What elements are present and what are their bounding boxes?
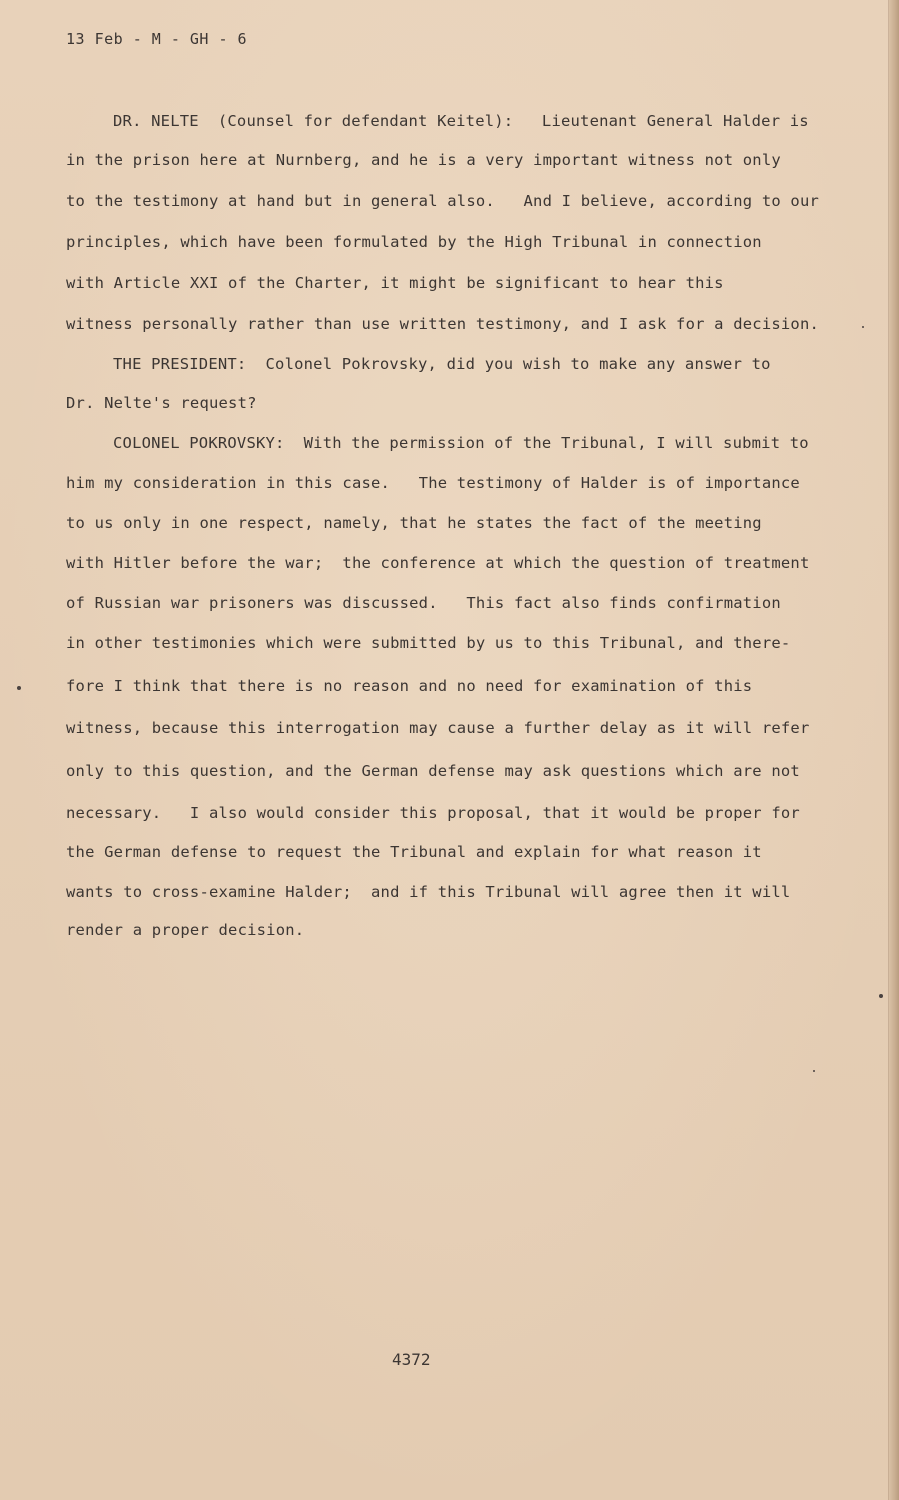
page-reference: 13 Feb - M - GH - 6 bbox=[66, 30, 248, 48]
paper-speck bbox=[17, 686, 21, 690]
text-line: with Hitler before the war; the conference at which the question of treatment bbox=[66, 554, 810, 572]
page-edge bbox=[889, 0, 899, 1500]
text-line: witness, because this interrogation may cause a further delay as it will refer bbox=[66, 719, 810, 737]
text-line: with Article XXI of the Charter, it might be significant to hear this bbox=[66, 274, 724, 292]
text-line: to the testimony at hand but in general also. And I believe, according to our bbox=[66, 192, 820, 210]
text-line: DR. NELTE (Counsel for defendant Keitel): Lieutenant General Halder is bbox=[113, 112, 809, 130]
paper-speck bbox=[813, 1070, 815, 1072]
text-line: necessary. I also would consider this proposal, that it would be proper for bbox=[66, 804, 800, 822]
text-line: COLONEL POKROVSKY: With the permission of the Tribunal, I will submit to bbox=[113, 434, 809, 452]
text-line: witness personally rather than use written testimony, and I ask for a decision. bbox=[66, 315, 820, 333]
text-line: of Russian war prisoners was discussed. This fact also finds confirmation bbox=[66, 594, 781, 612]
text-line: wants to cross-examine Halder; and if this Tribunal will agree then it will bbox=[66, 883, 791, 901]
text-line: him my consideration in this case. The testimony of Halder is of importance bbox=[66, 474, 800, 492]
page-number: 4372 bbox=[392, 1350, 431, 1369]
paper-speck bbox=[879, 994, 883, 998]
text-line: fore I think that there is no reason and no need for examination of this bbox=[66, 677, 753, 695]
text-line: in other testimonies which were submitted by us to this Tribunal, and there- bbox=[66, 634, 791, 652]
text-line: Dr. Nelte's request? bbox=[66, 394, 257, 412]
text-line: to us only in one respect, namely, that he states the fact of the meeting bbox=[66, 514, 762, 532]
text-line: the German defense to request the Tribunal and explain for what reason it bbox=[66, 843, 762, 861]
text-line: principles, which have been formulated by the High Tribunal in connection bbox=[66, 233, 762, 251]
text-line: in the prison here at Nurnberg, and he is a very important witness not only bbox=[66, 151, 781, 169]
text-line: render a proper decision. bbox=[66, 921, 305, 939]
paper-speck bbox=[862, 326, 864, 328]
text-line: THE PRESIDENT: Colonel Pokrovsky, did you wish to make any answer to bbox=[113, 355, 771, 373]
text-line: only to this question, and the German defense may ask questions which are not bbox=[66, 762, 800, 780]
